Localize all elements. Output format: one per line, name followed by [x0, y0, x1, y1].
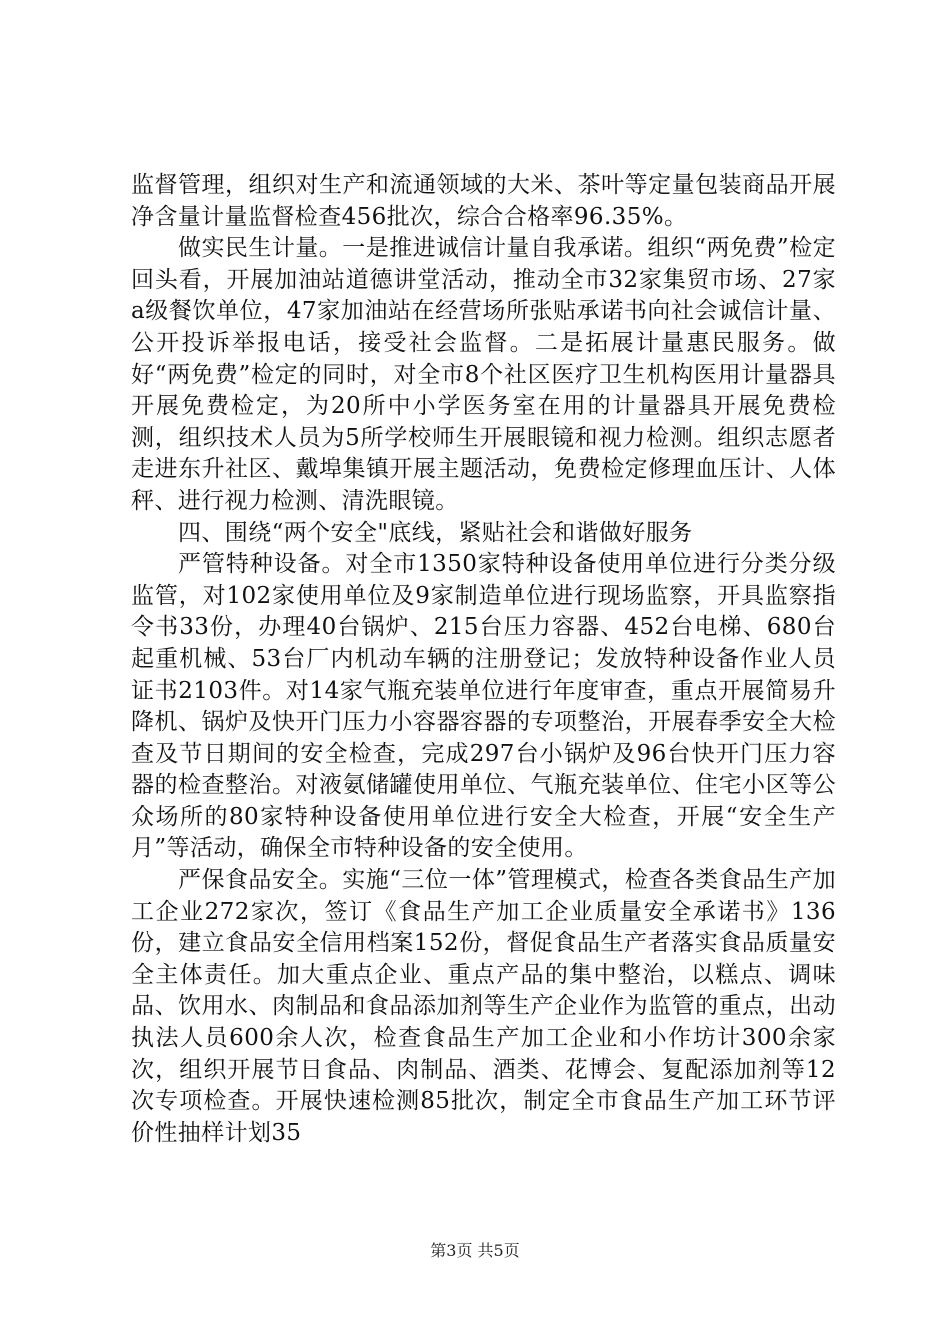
section-heading: 四、围绕“两个安全"底线，紧贴社会和谐做好服务 [178, 519, 693, 546]
paragraph-special-equipment: 严管特种设备。对全市1350家特种设备使用单位进行分类分级监管，对102家使用单位及9家制造单位进行现场监察，开具监察指令书33份，办理40台锅炉、215台压力容器、452台电梯、680台起重机械、53台厂内机动车辆的注册登记；发放特种设备作业人员证书2103件。对14家气瓶充装单位进行年度审查，重点开展简易升降机、锅炉及快开门压力小容器容器的专项整治，开展春季安全大检查及节日期间的安全检查，完成297台小锅炉及96台快开门压力容器的检查整治。对液氨储罐使用单位、气瓶充装单位、住宅小区等公众场所的80家特种设备使用单位进行安全大检查，开展“安全生产月”等活动，确保全市特种设备的安全使用。 [131, 551, 836, 862]
paragraph-livelihood-metrology: 做实民生计量。一是推进诚信计量自我承诺。组织“两免费”检定回头看，开展加油站道德讲堂活动，推动全市32家集贸市场、27家a级餐饮单位，47家加油站在经营场所张贴承诺书向社会诚信计量、公开投诉举报电话，接受社会监督。二是拓展计量惠民服务。做好“两免费”检定的同时，对全市8个社区医疗卫生机构医用计量器具开展免费检定，为20所中小学医务室在用的计量器具开展免费检测，组织技术人员为5所学校师生开展眼镜和视力检测。组织志愿者走进东升社区、戴埠集镇开展主题活动，免费检定修理血压计、人体秤、进行视力检测、清洗眼镜。 [131, 235, 836, 514]
paragraph-continuation: 监督管理，组织对生产和流通领域的大米、茶叶等定量包装商品开展净含量计量监督检查456批次，综合合格率96.35%。 [131, 172, 836, 230]
document-body [131, 170, 836, 1149]
paragraph-food-safety: 严保食品安全。实施“三位一体”管理模式，检查各类食品生产加工企业272家次，签订《食品生产加工企业质量安全承诺书》136份，建立食品安全信用档案152份，督促食品生产者落实食品质量安全主体责任。加大重点企业、重点产品的集中整治，以糕点、调味品、饮用水、肉制品和食品添加剂等生产企业作为监管的重点，出动执法人员600余人次，检查食品生产加工企业和小作坊计300余家次，组织开展节日食品、肉制品、酒类、花博会、复配添加剂等12次专项检查。开展快速检测85批次，制定全市食品生产加工环节评价性抽样计划35 [131, 867, 836, 1146]
page-number: 第3页 共5页 [430, 1241, 520, 1260]
